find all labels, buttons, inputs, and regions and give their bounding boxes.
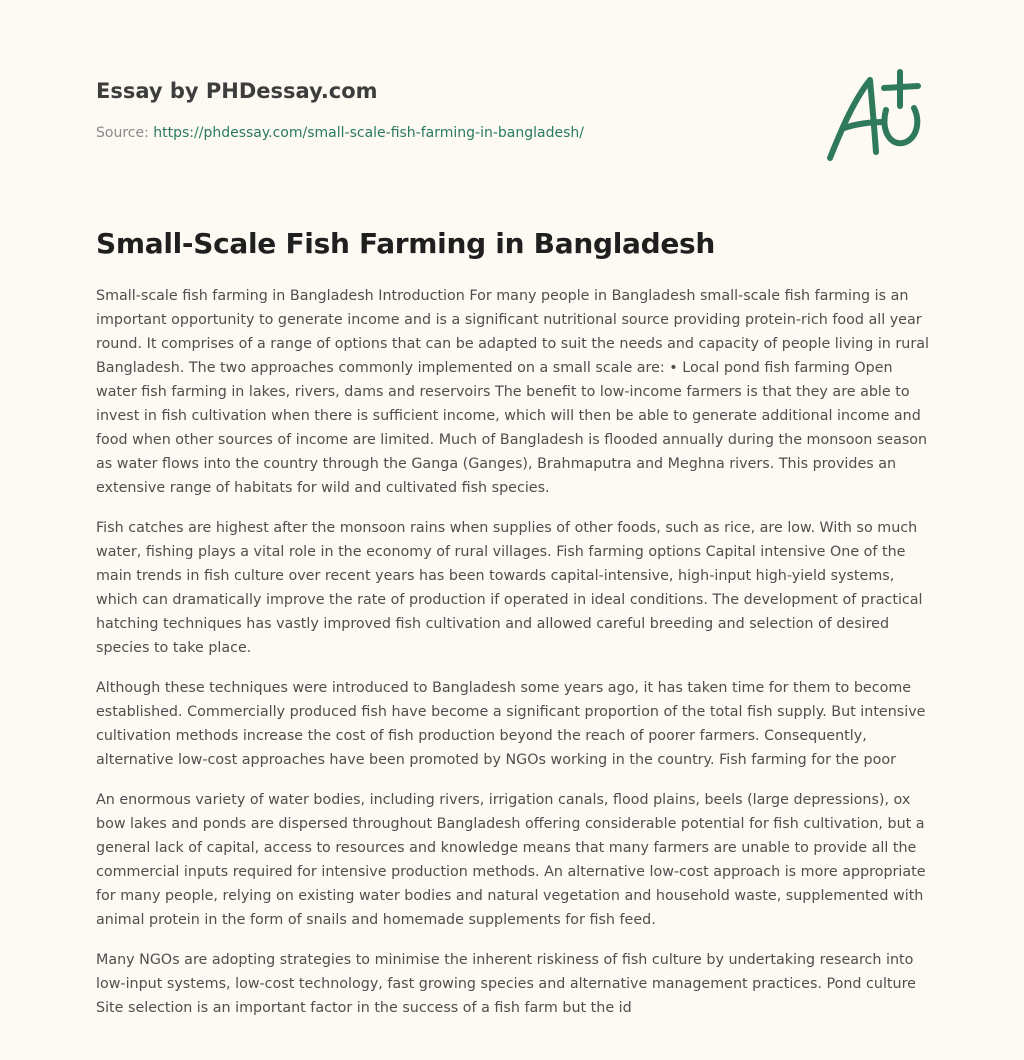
brand-title: Essay by PHDessay.com: [96, 79, 378, 103]
article-paragraph: Small-scale fish farming in Bangladesh Introduction For many people in Bangladesh small-scale fish farming is an important opportunity to generate income and is a significant nutritional source providing protein-rich food all year round. It comprises of a range of options that can be adapted to suit the needs and capacity of people living in rural Bangladesh. The two approaches commonly implemented on a small scale are: • Local pond fish farming Open water fish farming in lakes, rivers, dams and reservoirs The benefit to low-income farmers is that they are able to invest in fish cultivation when there is sufficient income, which will then be able to generate additional income and food when other sources of income are limited. Much of Bangladesh is flooded annually during the monsoon season as water flows into the country through the Ganga (Ganges), Brahmaputra and Meghna rivers. This provides an extensive range of habitats for wild and cultivated fish species.: [96, 288, 929, 496]
article-title: Small-Scale Fish Farming in Bangladesh: [96, 227, 716, 260]
article-paragraph: Many NGOs are adopting strategies to minimise the inherent riskiness of fish culture by undertaking research into low-input systems, low-cost technology, fast growing species and alternative management practices. Pond culture Site selection is an important factor in the success of a fish farm but the id: [96, 952, 916, 1016]
source-line: [96, 124, 736, 142]
article-body: [96, 284, 932, 1036]
a-plus-logo-icon: [820, 62, 930, 172]
article-paragraph: Although these techniques were introduced to Bangladesh some years ago, it has taken time for them to become established. Commercially produced fish have become a significant proportion of the total fish supply. But intensive cultivation methods increase the cost of fish production beyond the reach of poorer farmers. Consequently, alternative low-cost approaches have been promoted by NGOs working in the country. Fish farming for the poor: [96, 680, 926, 768]
article-paragraph: An enormous variety of water bodies, including rivers, irrigation canals, flood plains, beels (large depressions), ox bow lakes and ponds are dispersed throughout Bangladesh offering considerable potential for fish cultivation, but a general lack of capital, access to resources and knowledge means that many farmers are unable to provide all the commercial inputs required for intensive production methods. An alternative low-cost approach is more appropriate for many people, relying on existing water bodies and natural vegetation and household waste, supplemented with animal protein in the form of snails and homemade supplements for fish feed.: [96, 792, 926, 928]
page-header: [96, 78, 736, 142]
source-link[interactable]: https://phdessay.com/small-scale-fish-farming-in-bangladesh/: [153, 125, 584, 141]
article-paragraph: Fish catches are highest after the monsoon rains when supplies of other foods, such as rice, are low. With so much water, fishing plays a vital role in the economy of rural villages. Fish farming options Capital intensive One of the main trends in fish culture over recent years has been towards capital-intensive, high-input high-yield systems, which can dramatically improve the rate of production if operated in ideal conditions. The development of practical hatching techniques has vastly improved fish cultivation and allowed careful breeding and selection of desired species to take place.: [96, 520, 923, 656]
source-label: Source:: [96, 125, 154, 141]
